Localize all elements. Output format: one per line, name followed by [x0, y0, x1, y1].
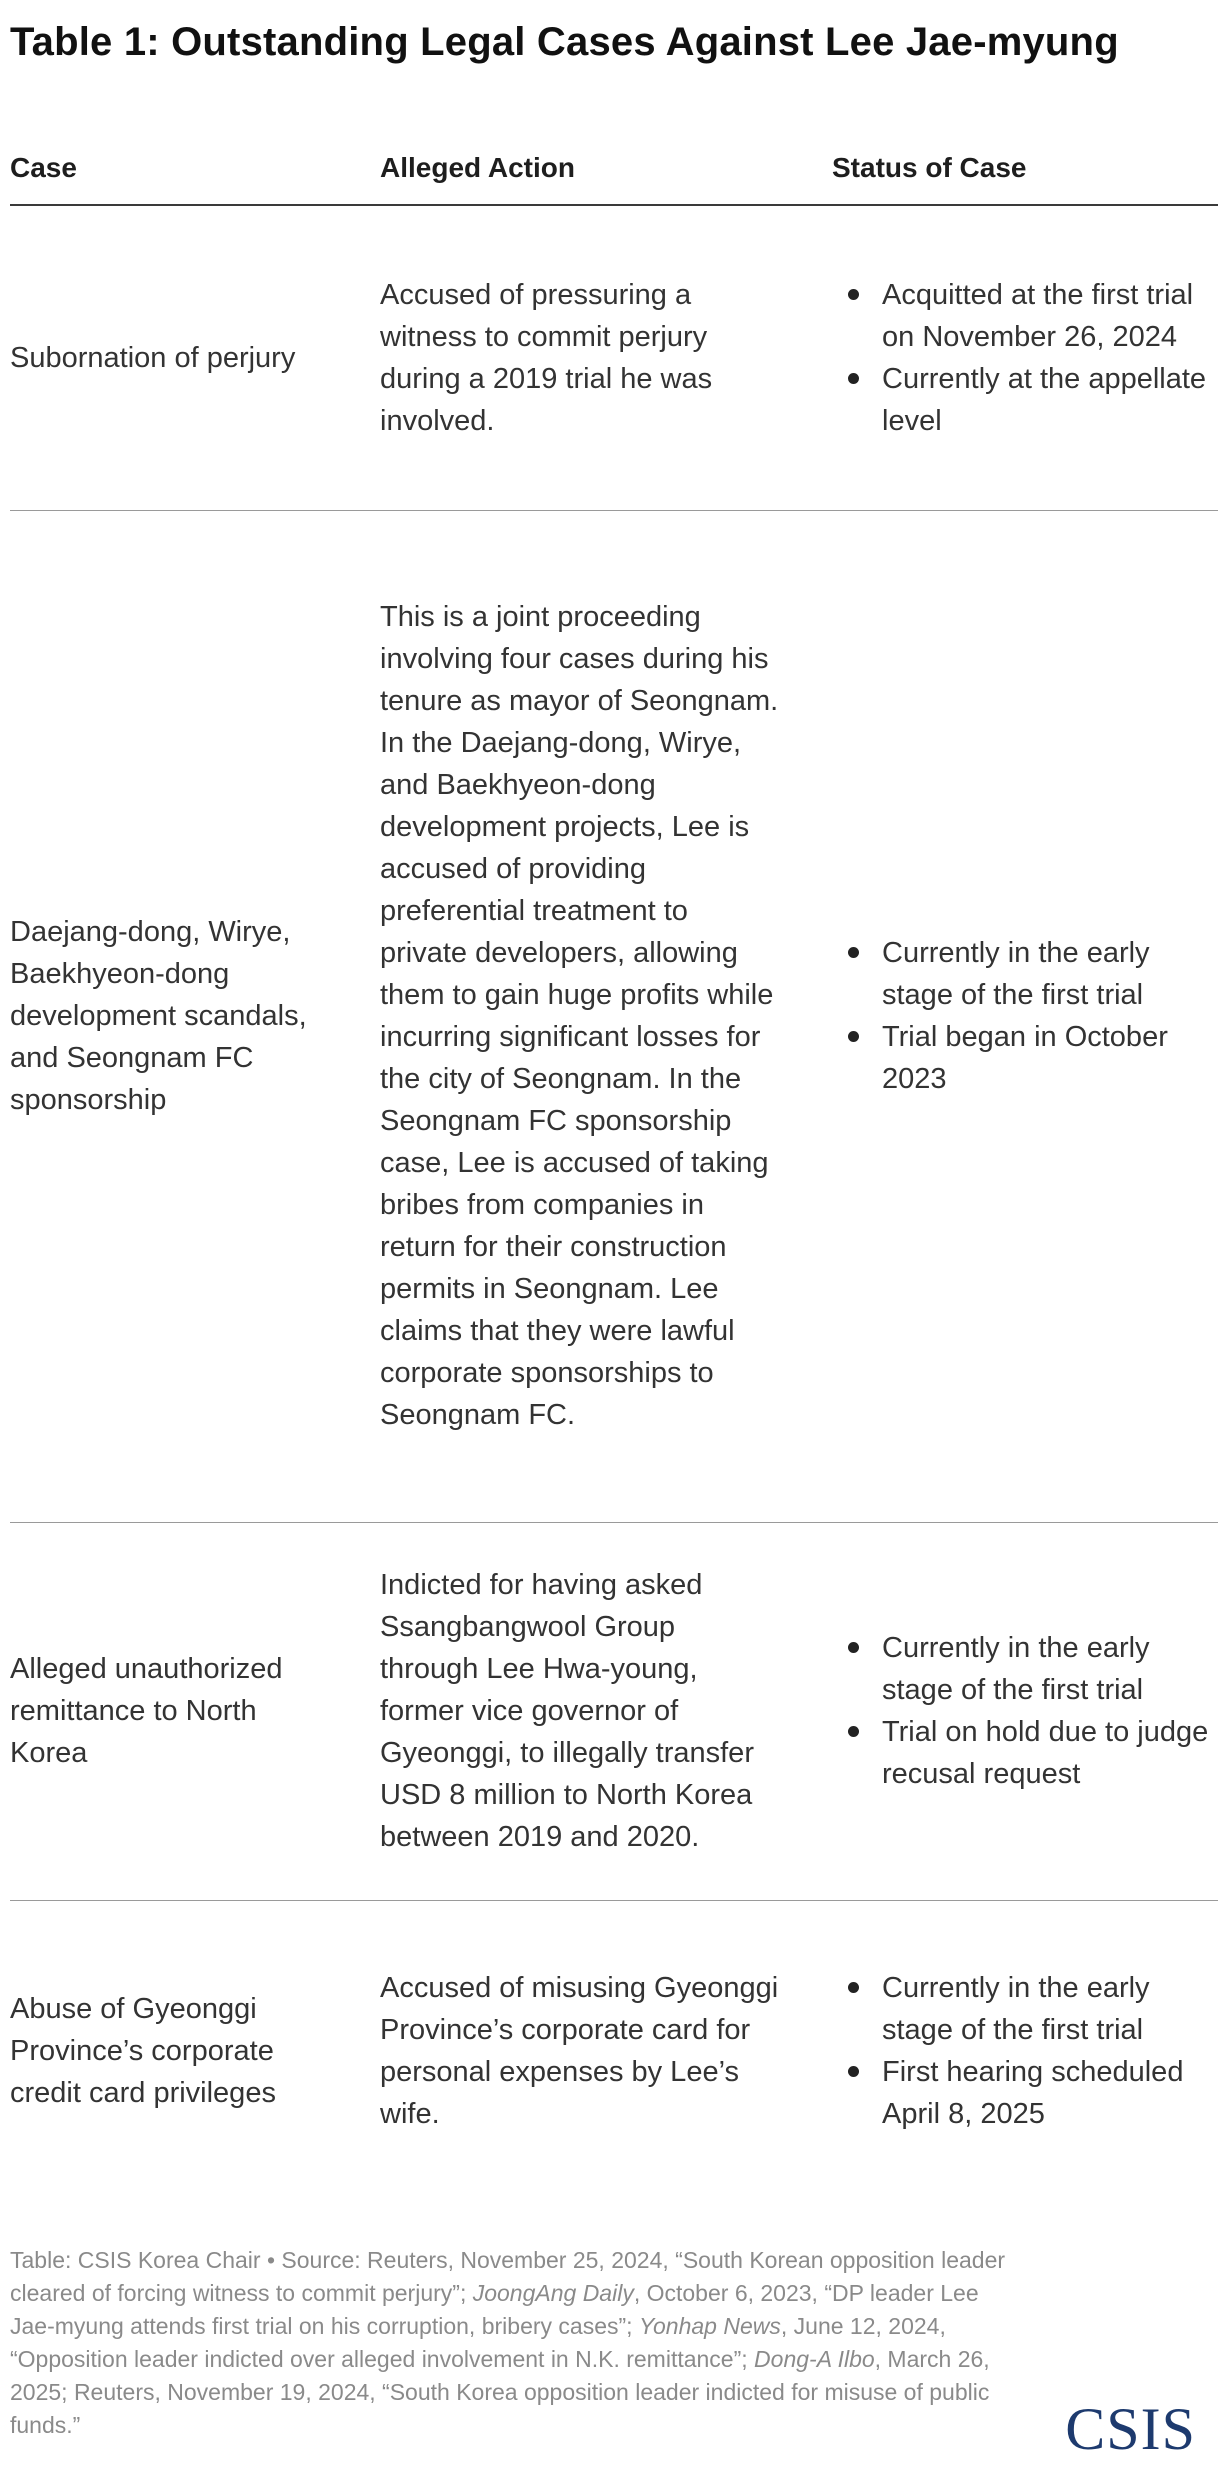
case-text: Subornation of perjury [10, 342, 296, 374]
publication-name: Yonhap News [638, 2313, 781, 2339]
case-cell [10, 1522, 340, 1900]
action-cell [380, 1900, 780, 2202]
status-item: Currently in the early stage of the first trial [832, 932, 1218, 1016]
case-cell [10, 510, 340, 1522]
table-row-remittance [10, 1522, 1218, 1901]
table-header-row [10, 148, 1218, 206]
source-text: , June 12, 2024, “Opposition leader indicted over alleged involvement in N.K. remittance”; [10, 2313, 946, 2372]
publication-name: JoongAng Daily [472, 2280, 634, 2306]
table-title: Table 1: Outstanding Legal Cases Against Lee Jae-myung [10, 20, 1119, 64]
header-alleged-action: Alleged Action [380, 152, 575, 183]
header-status: Status of Case [832, 152, 1027, 183]
status-item: First hearing scheduled April 8, 2025 [832, 2051, 1218, 2135]
case-cell [10, 206, 340, 510]
status-list [832, 1627, 1218, 1795]
status-item: Currently in the early stage of the first trial [832, 1627, 1218, 1711]
source-text: Table: CSIS Korea Chair • Source: Reuters, November 25, 2024, “South Korean opposition leader cleared of forcing witness to commit perjury”; [10, 2247, 1006, 2306]
table-row-credit-card [10, 1900, 1218, 2202]
status-cell [832, 206, 1218, 510]
source-note [10, 2244, 1020, 2442]
status-cell [832, 1900, 1218, 2202]
status-item: Acquitted at the first trial on November 26, 2024 [832, 274, 1218, 358]
source-text: , October 6, 2023, “DP leader Lee Jae-myung attends first trial on his corruption, bribery cases”; [10, 2280, 979, 2339]
status-item: Currently at the appellate level [832, 358, 1218, 442]
case-cell [10, 1900, 340, 2202]
status-cell [832, 1522, 1218, 1900]
action-text: This is a joint proceeding involving four cases during his tenure as mayor of Seongnam. In the Daejang-dong, Wirye, and Baekhyeon-dong development projects, Lee is accused of providing preferential treatment to private developers, allowing them to gain huge profits while incurring significant losses for the city of Seongnam. In the Seongnam FC sponsorship case, Lee is accused of taking bribes from companies in return for their construction permits in Seongnam. Lee claims that they were lawful corporate sponsorships to Seongnam FC. [380, 601, 779, 1431]
action-text: Accused of misusing Gyeonggi Province’s corporate card for personal expenses by Lee’s wife. [380, 1972, 779, 2130]
case-text: Abuse of Gyeonggi Province’s corporate credit card privileges [10, 1993, 276, 2109]
case-text: Alleged unauthorized remittance to North Korea [10, 1653, 283, 1769]
source-text: , March 26, 2025; Reuters, November 19, 2024, “South Korea opposition leader indicted for misuse of public funds.” [10, 2346, 990, 2438]
action-cell [380, 206, 780, 510]
table-row-perjury [10, 206, 1218, 511]
action-cell [380, 1522, 780, 1900]
status-item: Trial began in October 2023 [832, 1016, 1218, 1100]
publication-name: Dong-A Ilbo [754, 2346, 875, 2372]
status-item: Trial on hold due to judge recusal request [832, 1711, 1218, 1795]
status-item: Currently in the early stage of the first trial [832, 1967, 1218, 2051]
case-text: Daejang-dong, Wirye, Baekhyeon-dong development scandals, and Seongnam FC sponsorship [10, 916, 307, 1116]
status-list [832, 1967, 1218, 2135]
status-list [832, 932, 1218, 1100]
status-list [832, 274, 1218, 442]
action-cell [380, 510, 780, 1522]
csis-logo: CSIS [1065, 2396, 1196, 2462]
action-text: Accused of pressuring a witness to commit perjury during a 2019 trial he was involved. [380, 279, 713, 437]
table-row-daejang-dong [10, 510, 1218, 1523]
action-text: Indicted for having asked Ssangbangwool Group through Lee Hwa-young, former vice governor of Gyeonggi, to illegally transfer USD 8 million to North Korea between 2019 and 2020. [380, 1569, 754, 1853]
header-case: Case [10, 152, 77, 183]
status-cell [832, 510, 1218, 1522]
